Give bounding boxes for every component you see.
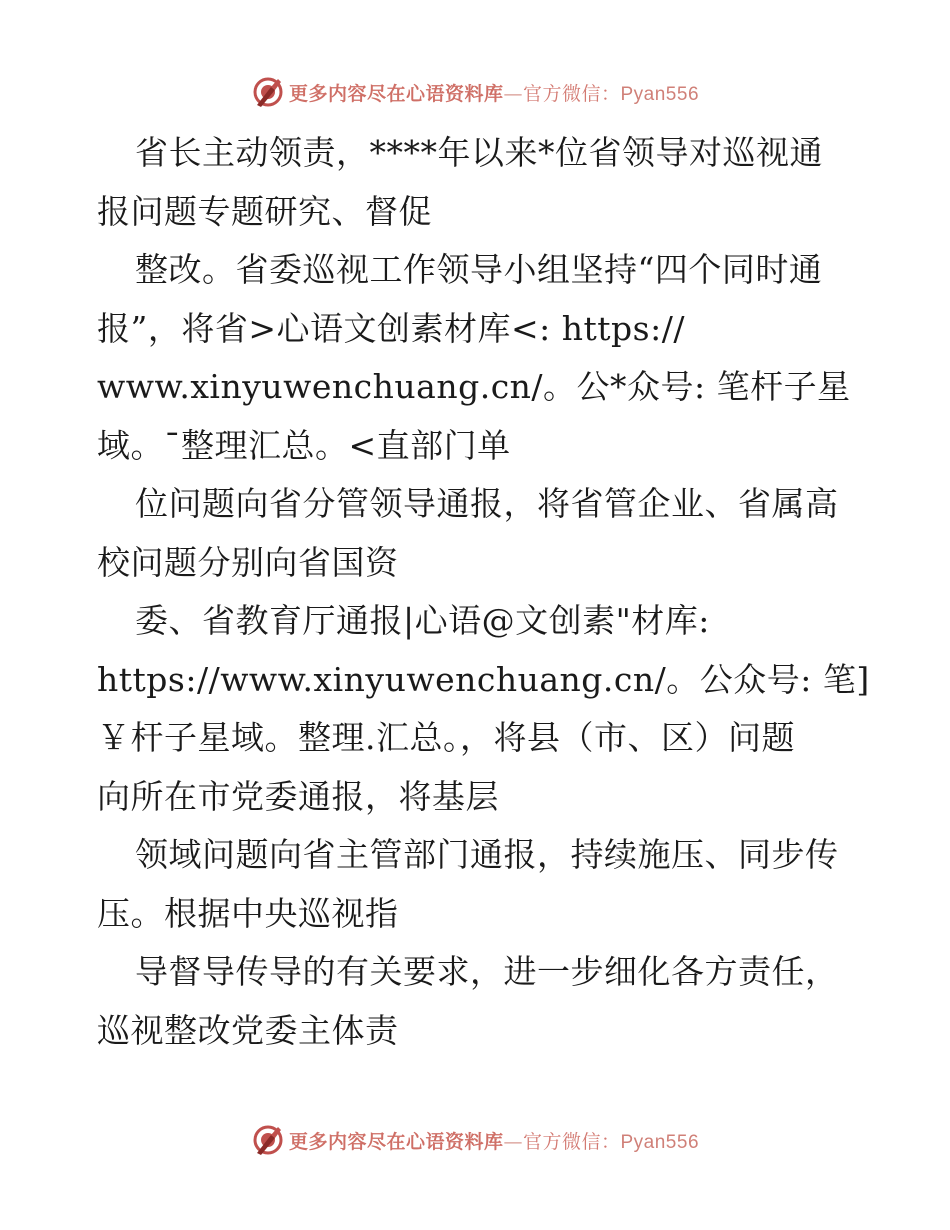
banner-wechat-id: Pyan556	[620, 83, 700, 105]
text-line: ￥杆子星域。整理.汇总。，将县（市、区）问题	[97, 718, 795, 757]
text-line: 巡视整改党委主体责	[97, 1010, 399, 1050]
text-line: 委、省教育厅通报|心语@文创素"材库:	[135, 601, 710, 640]
text-line: 领域问题向省主管部门通报，持续施压、同步传	[135, 835, 839, 874]
banner-wechat-label: 官方微信：	[522, 82, 621, 105]
text-line: 校问题分别向省国资	[97, 542, 399, 582]
text-line: www.xinyuwenchuang.cn/。公*众号: 笔杆子星	[97, 367, 851, 406]
banner-wechat-label: 官方微信：	[522, 1130, 621, 1153]
pen-logo-icon	[251, 1123, 285, 1157]
text-line: 报”，将省>心语文创素材库<: https://	[97, 308, 685, 348]
text-line: 向所在市党委通报，将基层	[97, 776, 499, 816]
text-line: 位问题向省分管领导通报，将省管企业、省属高	[135, 484, 839, 523]
text-line: https://www.xinyuwenchuang.cn/。公众号: 笔]	[97, 659, 870, 699]
banner-dash: —	[503, 82, 523, 105]
banner-title: 更多内容尽在心语资料库	[288, 1130, 504, 1153]
text-line: 报问题专题研究、督促	[97, 191, 432, 231]
banner-wechat-id: Pyan556	[620, 1131, 700, 1153]
text-line: 整改。省委巡视工作领导小组坚持“四个同时通	[135, 250, 823, 289]
banner-title: 更多内容尽在心语资料库	[288, 82, 504, 105]
text-line: 域。¯整理汇总。<直部门单	[97, 425, 511, 465]
text-line: 省长主动领责，****年以来*位省领导对巡视通	[135, 133, 823, 172]
header-banner	[0, 72, 950, 112]
text-line: 压。根据中央巡视指	[97, 893, 399, 933]
pen-logo-icon	[251, 75, 285, 109]
footer-banner	[0, 1120, 950, 1160]
text-line: 导督导传导的有关要求，进一步细化各方责任，	[135, 952, 839, 991]
document-body	[97, 124, 870, 1060]
banner-dash: —	[503, 1130, 523, 1153]
